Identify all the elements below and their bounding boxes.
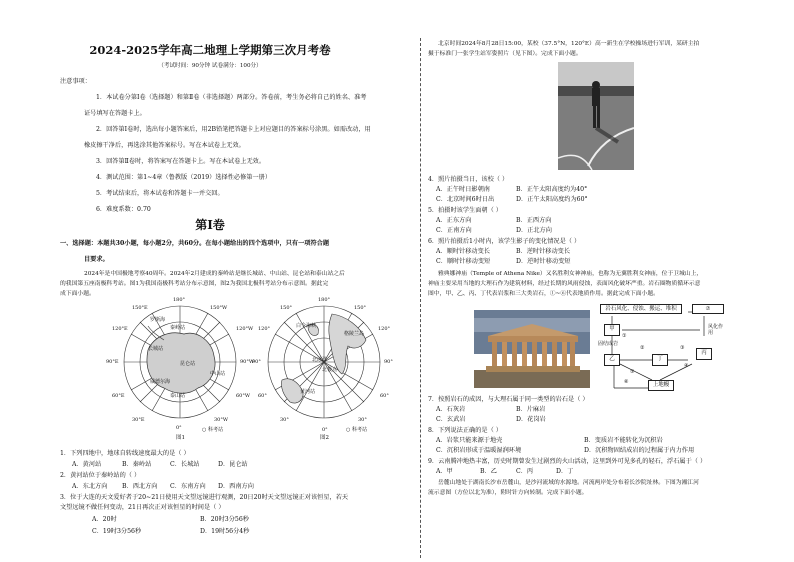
passage-line: 2024年是中国极地考察40周年。2024年2月建成的秦岭站是继长城站、中山站、昆仑站和泰山站之后 bbox=[84, 271, 345, 277]
q4-option-a: A．正午时日影朝南 bbox=[436, 186, 490, 193]
map1-station: 中山站 bbox=[210, 371, 226, 377]
question-8: 8．下列说法正确的是（ ） bbox=[428, 427, 502, 434]
map1-station: 秦岭站 bbox=[170, 325, 186, 331]
num-3: ③ bbox=[680, 345, 685, 351]
notice-line: 1．本试卷分第Ⅰ卷（选择题）和第Ⅱ卷（非选择题）两部分。答卷前，考生务必将自己的姓名、准考 bbox=[96, 94, 367, 101]
num-5: ⑤ bbox=[630, 369, 635, 375]
question-6: 6．照片拍摄后1小时内，该学生影子的变化情况是（ ） bbox=[428, 238, 581, 245]
map2-degree: 150° bbox=[354, 305, 367, 311]
q5-option-c: C．正南方向 bbox=[436, 227, 472, 234]
map1-station: 昆仑站 bbox=[180, 361, 196, 367]
map1-sea: 罗斯海 bbox=[150, 317, 166, 323]
exam-title: 2024-2025学年高二地理上学期第三次月考卷 bbox=[89, 43, 331, 57]
q8-option-c: C．沉积岩形成于温暖湿润环境 bbox=[436, 447, 522, 454]
notice-line: 3．回答第Ⅱ卷时，将答案写在答题卡上。写在本试卷上无效。 bbox=[96, 158, 266, 165]
map1-station: 泰山站 bbox=[170, 393, 186, 399]
notice-line: 4．测试范围：第1~4章（鲁教版（2019）选择性必修第一册） bbox=[96, 174, 272, 181]
q4-option-b: B．正午太阳高度约为40° bbox=[516, 186, 588, 193]
map1-station: 长城站 bbox=[148, 346, 164, 352]
instructions-line: 一、选择题：本题共30小题，每小题2分，共60分。在每小题给出的四个选项中，只有一项符合题 bbox=[60, 240, 330, 247]
box-7: ⑦ bbox=[692, 304, 724, 314]
q8-option-d: D．沉积物固结成岩的过程属于内力作用 bbox=[584, 447, 695, 454]
q7-option-b: B．片麻岩 bbox=[516, 406, 546, 413]
map2-degree: 60° bbox=[258, 393, 267, 399]
passage-line: 神庙主要采用当地的大理石作为建筑材料，经过长期的风雨侵蚀，表面风化破坏严重。岩石圈物质循环示意 bbox=[428, 281, 701, 287]
map1-degree: 30°W bbox=[214, 417, 229, 423]
q6-option-a: A．顺时针移动变长 bbox=[436, 248, 490, 255]
map2-caption: 图2 bbox=[320, 435, 329, 441]
q7-option-c: C．玄武岩 bbox=[436, 416, 466, 423]
q3-option-b: B．20时3分56秒 bbox=[200, 516, 249, 523]
map2-station: 黄河站 bbox=[300, 389, 316, 395]
map1-degree: 90°E bbox=[106, 359, 119, 365]
map1-legend: ○ 科考站 bbox=[202, 427, 223, 433]
q1-option-c: C．长城站 bbox=[170, 461, 200, 468]
instructions-line: 目要求。 bbox=[84, 256, 109, 263]
weathering-label: 风化作用 bbox=[708, 324, 724, 336]
q2-option-b: B．西北方向 bbox=[122, 483, 158, 490]
passage-line: 岳麓山地处于湖南长沙市岳麓山，是沙河流域的水源地。河流两岸处分布着长沙院址林。下图为湘江河 bbox=[438, 480, 699, 486]
map2-degree: 90° bbox=[384, 359, 393, 365]
notice-heading: 注意事项： bbox=[60, 78, 91, 85]
q3-option-c: C．19时3分56秒 bbox=[92, 528, 142, 535]
map2-degree: 30° bbox=[280, 417, 289, 423]
q7-option-a: A．石灰岩 bbox=[436, 406, 466, 413]
student-photo bbox=[558, 62, 634, 170]
mantle-box: 上地幔 bbox=[648, 380, 674, 391]
q6-option-b: B．逆时针移动变长 bbox=[516, 248, 571, 255]
question-1: 1．下列四地中，地球自转线速度最大的是（ ） bbox=[60, 450, 190, 457]
map1-degree: 30°E bbox=[132, 417, 145, 423]
q5-option-b: B．正西方向 bbox=[516, 217, 552, 224]
q2-option-c: C．东南方向 bbox=[170, 483, 206, 490]
map1-degree: 120°W bbox=[236, 326, 254, 332]
question-9: 9．云南腾冲地热丰富，历史时期曾发生过剧烈的火山活动，这里到外可见多孔的轻石，浮石属于（ ） bbox=[428, 458, 707, 465]
question-3-line: 文望远镜不做任何变动，21日再次正对该恒星的时间是（ ） bbox=[60, 504, 225, 511]
q8-option-b: B．变质岩不能转化为沉积岩 bbox=[584, 437, 663, 444]
q7-option-d: D．花岗岩 bbox=[516, 416, 546, 423]
map1-degree: 60°E bbox=[112, 393, 125, 399]
passage-line: 图中，甲、乙、丙、丁代表岩浆和三大类岩石，①~⑥代表地质作用。据此完成下面小题。 bbox=[428, 291, 659, 297]
notice-line: 2．回答第Ⅰ卷时，选出每小题答案后，用2B铅笔把答题卡上对应题目的答案标号涂黑。如需改动，用 bbox=[96, 126, 371, 133]
question-3-line: 3．位于大连的天文爱好者于20~21日使用天文望远镜进行观测，20日20时天文望远镜正对该恒星，若天 bbox=[60, 494, 349, 501]
q6-option-c: C．顺时针移动变短 bbox=[436, 258, 491, 265]
section-title: 第Ⅰ卷 bbox=[195, 218, 225, 232]
q5-option-a: A．正东方向 bbox=[436, 217, 472, 224]
rock-cycle-diagram bbox=[600, 302, 728, 394]
map1-degree: 0° bbox=[176, 425, 182, 431]
map1-sea: 威德尔海 bbox=[150, 379, 171, 385]
q9-option-c: C．丙 bbox=[516, 468, 534, 475]
map1-caption: 图1 bbox=[176, 435, 185, 441]
map2-degree: 150° bbox=[280, 305, 293, 311]
box-bing: 丙 bbox=[696, 348, 712, 360]
q4-option-d: D．正午太阳高度约为60° bbox=[516, 196, 588, 203]
exam-subtitle: （考试时间：90分钟 试卷满分：100分） bbox=[158, 63, 262, 69]
q2-option-a: A．东北方向 bbox=[72, 483, 108, 490]
map1-degree: 90°W bbox=[240, 359, 255, 365]
notice-line: 6．难度系数：0.70 bbox=[96, 206, 151, 213]
column-divider bbox=[420, 38, 421, 558]
q3-option-a: A．20时 bbox=[92, 516, 117, 523]
map1-degree: 150°W bbox=[210, 305, 228, 311]
arctic-map bbox=[262, 300, 386, 430]
num-2: ② bbox=[640, 345, 645, 351]
question-4: 4．照片拍摄当日，该校（ ） bbox=[428, 176, 509, 183]
map2-label: 白令海峡 bbox=[296, 323, 317, 329]
q3-option-d: D．19时56分4秒 bbox=[200, 528, 250, 535]
temple-photo bbox=[474, 310, 590, 388]
q1-option-a: A．黄河站 bbox=[72, 461, 102, 468]
passage-line: 的我国第五座南极科考站。图1为我国南极科考站分布示意图，图2为我国北极科考站分布示意图。据此完 bbox=[60, 281, 329, 287]
map2-degree: 0° bbox=[322, 427, 328, 433]
map2-degree: 180° bbox=[318, 297, 331, 303]
map2-label: 北极点 bbox=[322, 367, 338, 373]
map1-degree: 150°E bbox=[132, 305, 148, 311]
q8-option-a: A．岩浆只能来源于地壳 bbox=[436, 437, 503, 444]
q5-option-d: D．正北方向 bbox=[516, 227, 552, 234]
q4-option-c: C．北京时间6时日出 bbox=[436, 196, 495, 203]
q2-option-d: D．西南方向 bbox=[218, 483, 254, 490]
map2-degree: 90° bbox=[252, 359, 261, 365]
map2-degree: 120° bbox=[378, 326, 391, 332]
map2-label: 北冰洋 bbox=[312, 357, 328, 363]
passage-line: 成下面小题。 bbox=[60, 291, 95, 297]
map1-degree: 120°E bbox=[112, 326, 128, 332]
num-1: ① bbox=[622, 333, 627, 339]
q1-option-b: B．秦岭站 bbox=[122, 461, 152, 468]
weathering-box: 岩石风化、侵蚀、搬运、堆积 bbox=[600, 304, 682, 314]
passage-line: 摄于标准门一张学生站军姿照片（见下图）。完成下面小题。 bbox=[428, 51, 582, 57]
q1-option-d: D．昆仑站 bbox=[218, 461, 248, 468]
num-4: ④ bbox=[684, 363, 689, 369]
question-2: 2．黄河站位于秦岭站的（ ） bbox=[60, 472, 141, 479]
num-6: ⑥ bbox=[624, 379, 629, 385]
notice-line: 橡皮擦干净后，再选涂其他答案标号。写在本试卷上无效。 bbox=[84, 142, 245, 149]
map2-degree: 30° bbox=[358, 417, 367, 423]
q9-option-a: A．甲 bbox=[436, 468, 453, 475]
notice-line: 5．考试结束后，将本试卷和答题卡一并交回。 bbox=[96, 190, 224, 197]
map1-degree: 180° bbox=[173, 297, 186, 303]
passage-line: 北京时间2024年8月28日15:00，某校（37.5°N，120°E）高一新生在学校操场进行军训，某研主拍 bbox=[438, 41, 700, 47]
passage-line: 雅典娜神庙（Temple of Athena Nike）又名胜利女神神庙，也称为无翼胜利女神庙，位于卫城山上， bbox=[438, 271, 703, 277]
q6-option-d: D．逆时针移动变短 bbox=[516, 258, 571, 265]
box-yi: 乙 bbox=[604, 354, 620, 366]
question-5: 5．拍摄时该学生面朝（ ） bbox=[428, 207, 502, 214]
map2-label: 格陵兰岛 bbox=[344, 331, 365, 337]
q9-option-d: D．丁 bbox=[556, 468, 574, 475]
passage-line: 流示意图（方位以北为准），附时针方向转制。完成下面小题。 bbox=[428, 490, 588, 496]
map1-degree: 60°W bbox=[236, 393, 251, 399]
q9-option-b: B．乙 bbox=[480, 468, 497, 475]
box-jia: 甲 bbox=[604, 324, 620, 336]
question-7: 7．按照岩石的成因，与大理石属于同一类型的岩石是（ ） bbox=[428, 396, 589, 403]
box-ding: 丁 bbox=[652, 354, 668, 366]
consolidation-label: 固结成岩 bbox=[598, 341, 619, 347]
notice-line: 证号填写在答题卡上。 bbox=[84, 110, 146, 117]
map2-legend: ○ 科考站 bbox=[346, 427, 367, 433]
map2-degree: 60° bbox=[380, 393, 389, 399]
map2-degree: 120° bbox=[258, 326, 271, 332]
